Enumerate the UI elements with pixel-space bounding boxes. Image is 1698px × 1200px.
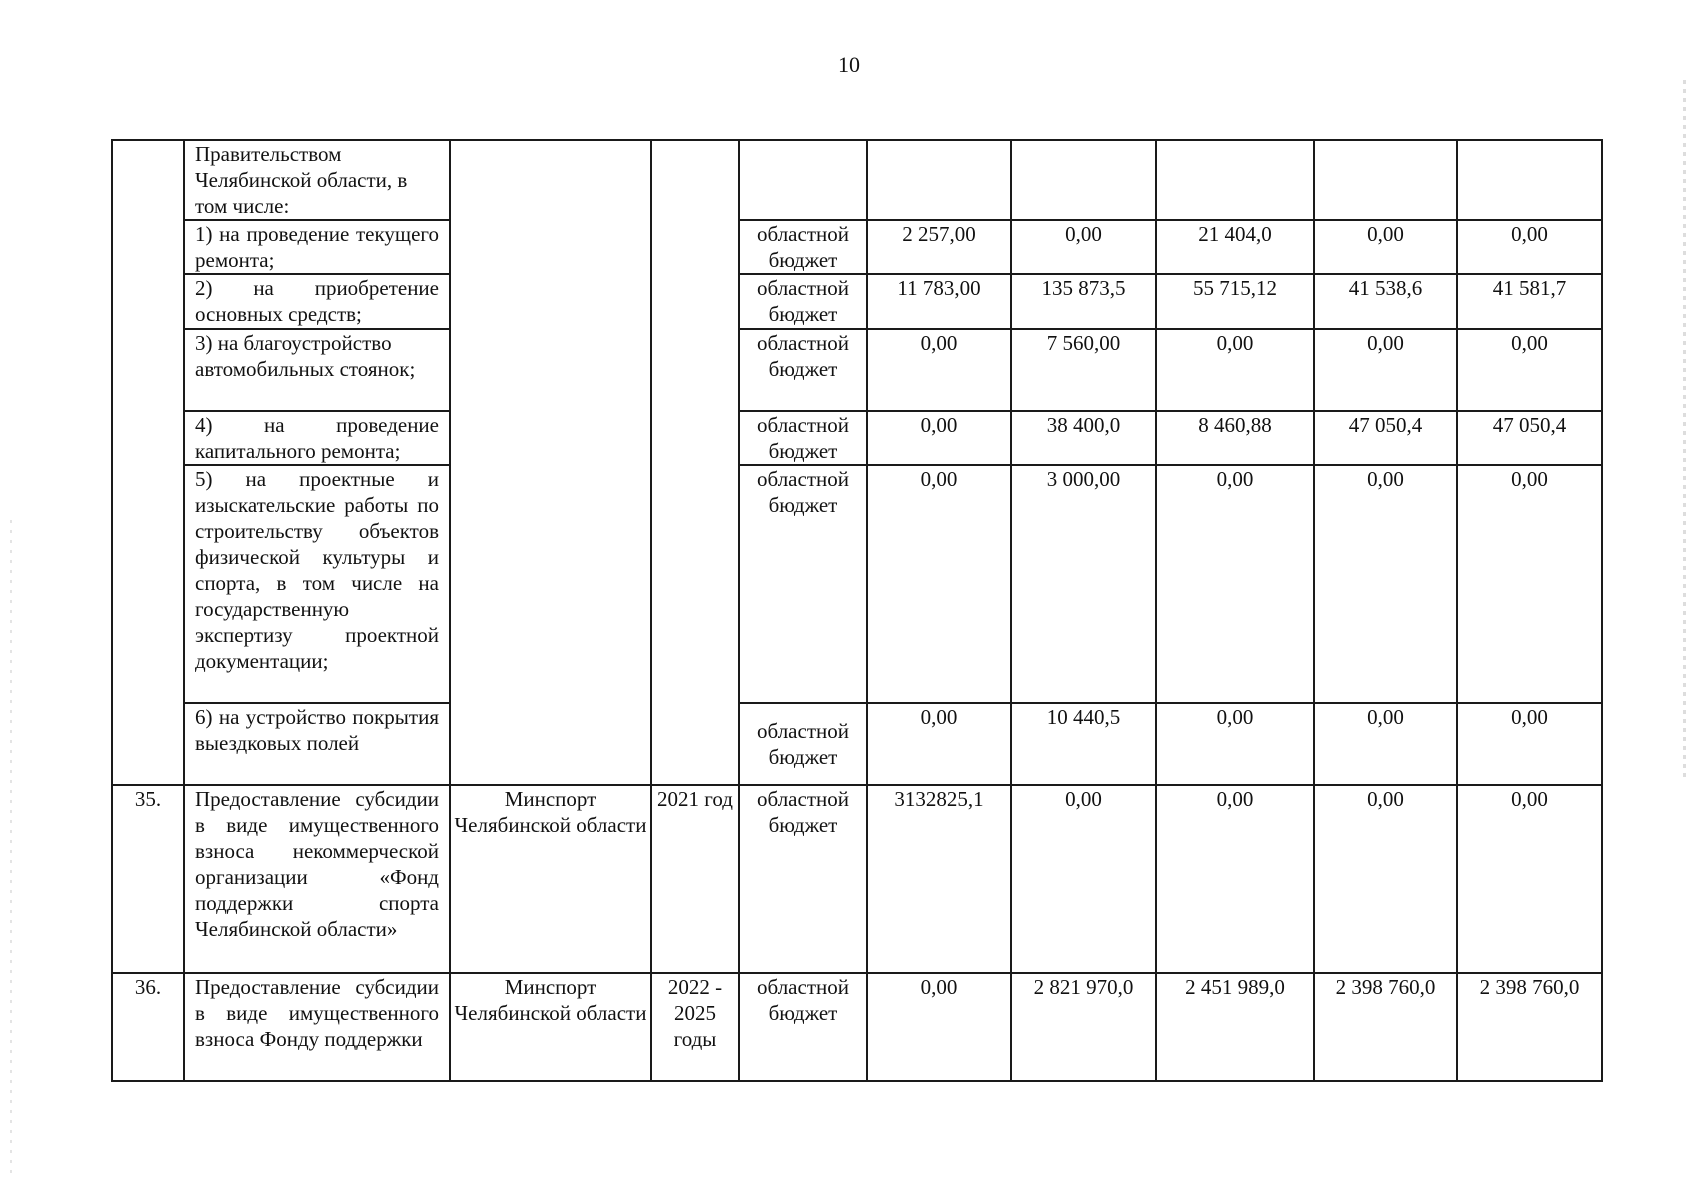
source-cell: областной бюджет <box>739 785 867 973</box>
value-cell: 21 404,0 <box>1156 220 1314 274</box>
num-cell: 35. <box>112 785 184 973</box>
value-cell: 0,00 <box>867 329 1011 411</box>
source-cell: областной бюджет <box>739 411 867 465</box>
value-cell: 2 257,00 <box>867 220 1011 274</box>
table-row <box>112 465 1602 703</box>
value-cell: 55 715,12 <box>1156 274 1314 329</box>
value-cell: 10 440,5 <box>1011 703 1156 785</box>
desc-cell: 1) на проведение текущего ремонта; <box>184 220 450 274</box>
desc-cell: Предоставление субсидии в виде имущественного взноса некоммерческой организации «Фонд поддержки спорта Челябинской области» <box>184 785 450 973</box>
value-cell: 38 400,0 <box>1011 411 1156 465</box>
value-cell: 41 538,6 <box>1314 274 1457 329</box>
scan-edge-artifact <box>1683 80 1686 780</box>
value-cell: 0,00 <box>1457 220 1602 274</box>
value-cell: 0,00 <box>867 411 1011 465</box>
value-cell: 2 451 989,0 <box>1156 973 1314 1081</box>
num-cell: 36. <box>112 973 184 1081</box>
value-cell <box>1457 140 1602 220</box>
table-row <box>112 973 1602 1081</box>
value-cell: 0,00 <box>1457 465 1602 703</box>
table-row <box>112 220 1602 274</box>
value-cell: 0,00 <box>1314 465 1457 703</box>
executor-cell: Минспорт Челябинской области <box>450 973 651 1081</box>
value-cell: 0,00 <box>1156 465 1314 703</box>
value-cell: 135 873,5 <box>1011 274 1156 329</box>
period-cell <box>651 140 739 785</box>
value-cell: 8 460,88 <box>1156 411 1314 465</box>
value-cell: 0,00 <box>867 973 1011 1081</box>
value-cell: 0,00 <box>1156 785 1314 973</box>
source-cell: областной бюджет <box>739 703 867 785</box>
value-cell: 7 560,00 <box>1011 329 1156 411</box>
table-row <box>112 329 1602 411</box>
desc-cell: 5) на проектные и изыскательские работы по строительству объектов физической культуры и спорта, в том числе на государственную экспертизу проектной документации; <box>184 465 450 703</box>
table-row <box>112 411 1602 465</box>
value-cell: 2 398 760,0 <box>1314 973 1457 1081</box>
value-cell <box>1156 140 1314 220</box>
table-row <box>112 703 1602 785</box>
source-cell <box>739 140 867 220</box>
executor-cell: Минспорт Челябинской области <box>450 785 651 973</box>
desc-cell: 3) на благоустройство автомобильных стоянок; <box>184 329 450 411</box>
value-cell: 0,00 <box>1011 785 1156 973</box>
budget-table <box>111 139 1603 1082</box>
value-cell: 47 050,4 <box>1314 411 1457 465</box>
value-cell: 0,00 <box>1156 703 1314 785</box>
source-cell: областной бюджет <box>739 465 867 703</box>
value-cell <box>1314 140 1457 220</box>
value-cell: 3 000,00 <box>1011 465 1156 703</box>
table-row <box>112 274 1602 329</box>
source-cell: областной бюджет <box>739 274 867 329</box>
value-cell <box>1011 140 1156 220</box>
value-cell: 0,00 <box>1457 703 1602 785</box>
value-cell: 0,00 <box>867 703 1011 785</box>
value-cell: 47 050,4 <box>1457 411 1602 465</box>
value-cell: 11 783,00 <box>867 274 1011 329</box>
value-cell: 0,00 <box>1314 329 1457 411</box>
source-cell: областной бюджет <box>739 220 867 274</box>
period-cell: 2022 - 2025 годы <box>651 973 739 1081</box>
value-cell: 2 398 760,0 <box>1457 973 1602 1081</box>
source-cell: областной бюджет <box>739 973 867 1081</box>
executor-cell <box>450 140 651 785</box>
value-cell: 0,00 <box>1314 220 1457 274</box>
value-cell: 0,00 <box>1156 329 1314 411</box>
desc-cell: 2) на приобретение основных средств; <box>184 274 450 329</box>
value-cell: 0,00 <box>1314 785 1457 973</box>
desc-cell: 4) на проведение капитального ремонта; <box>184 411 450 465</box>
table-row <box>112 785 1602 973</box>
value-cell: 0,00 <box>867 465 1011 703</box>
value-cell <box>867 140 1011 220</box>
value-cell: 0,00 <box>1457 785 1602 973</box>
source-cell: областной бюджет <box>739 329 867 411</box>
value-cell: 2 821 970,0 <box>1011 973 1156 1081</box>
value-cell: 41 581,7 <box>1457 274 1602 329</box>
desc-cell: 6) на устройство покрытия выездковых полей <box>184 703 450 785</box>
value-cell: 3132825,1 <box>867 785 1011 973</box>
value-cell: 0,00 <box>1314 703 1457 785</box>
desc-cell: Предоставление субсидии в виде имущественного взноса Фонду поддержки <box>184 973 450 1081</box>
period-cell: 2021 год <box>651 785 739 973</box>
scan-left-artifact <box>10 520 12 1180</box>
value-cell: 0,00 <box>1457 329 1602 411</box>
num-cell <box>112 140 184 785</box>
value-cell: 0,00 <box>1011 220 1156 274</box>
table-row <box>112 140 1602 220</box>
desc-cell: Правительством Челябинской области, в том числе: <box>184 140 450 220</box>
page-number: 10 <box>838 52 860 77</box>
